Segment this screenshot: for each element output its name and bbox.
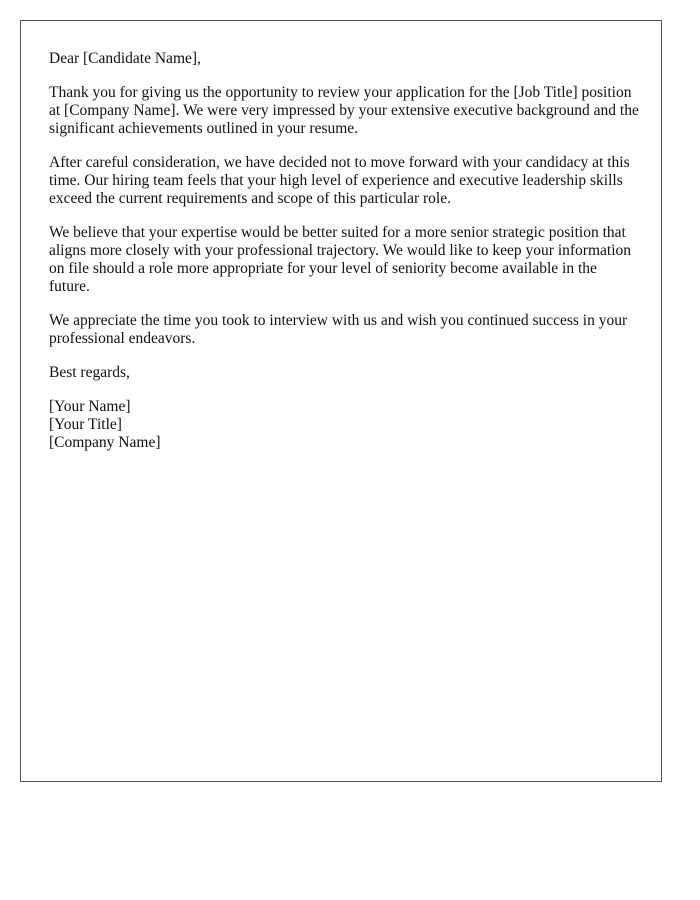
signature-name: [Your Name] [49, 398, 131, 415]
signature-company: [Company Name] [49, 434, 161, 451]
signature-title: [Your Title] [49, 416, 122, 433]
letter-body [49, 50, 639, 452]
paragraph-decision: After careful consideration, we have decided not to move forward with your candidacy at this time. Our hiring team feels that your high level of experience and executive leadership skills exceed the current requirements and scope of this particular role. [49, 154, 630, 207]
paragraph-intro: Thank you for giving us the opportunity to review your application for the [Job Title] position at [Company Name]. We were very impressed by your extensive executive background and the significant achievements outlined in your resume. [49, 84, 639, 137]
salutation: Dear [Candidate Name], [49, 50, 201, 67]
closing: Best regards, [49, 364, 130, 381]
letter-page [20, 20, 662, 782]
signature-block [49, 398, 639, 452]
paragraph-thanks: We appreciate the time you took to interview with us and wish you continued success in your professional endeavors. [49, 312, 628, 347]
paragraph-future: We believe that your expertise would be better suited for a more senior strategic position that aligns more closely with your professional trajectory. We would like to keep your information on file should a role more appropriate for your level of seniority become available in the future. [49, 224, 632, 295]
